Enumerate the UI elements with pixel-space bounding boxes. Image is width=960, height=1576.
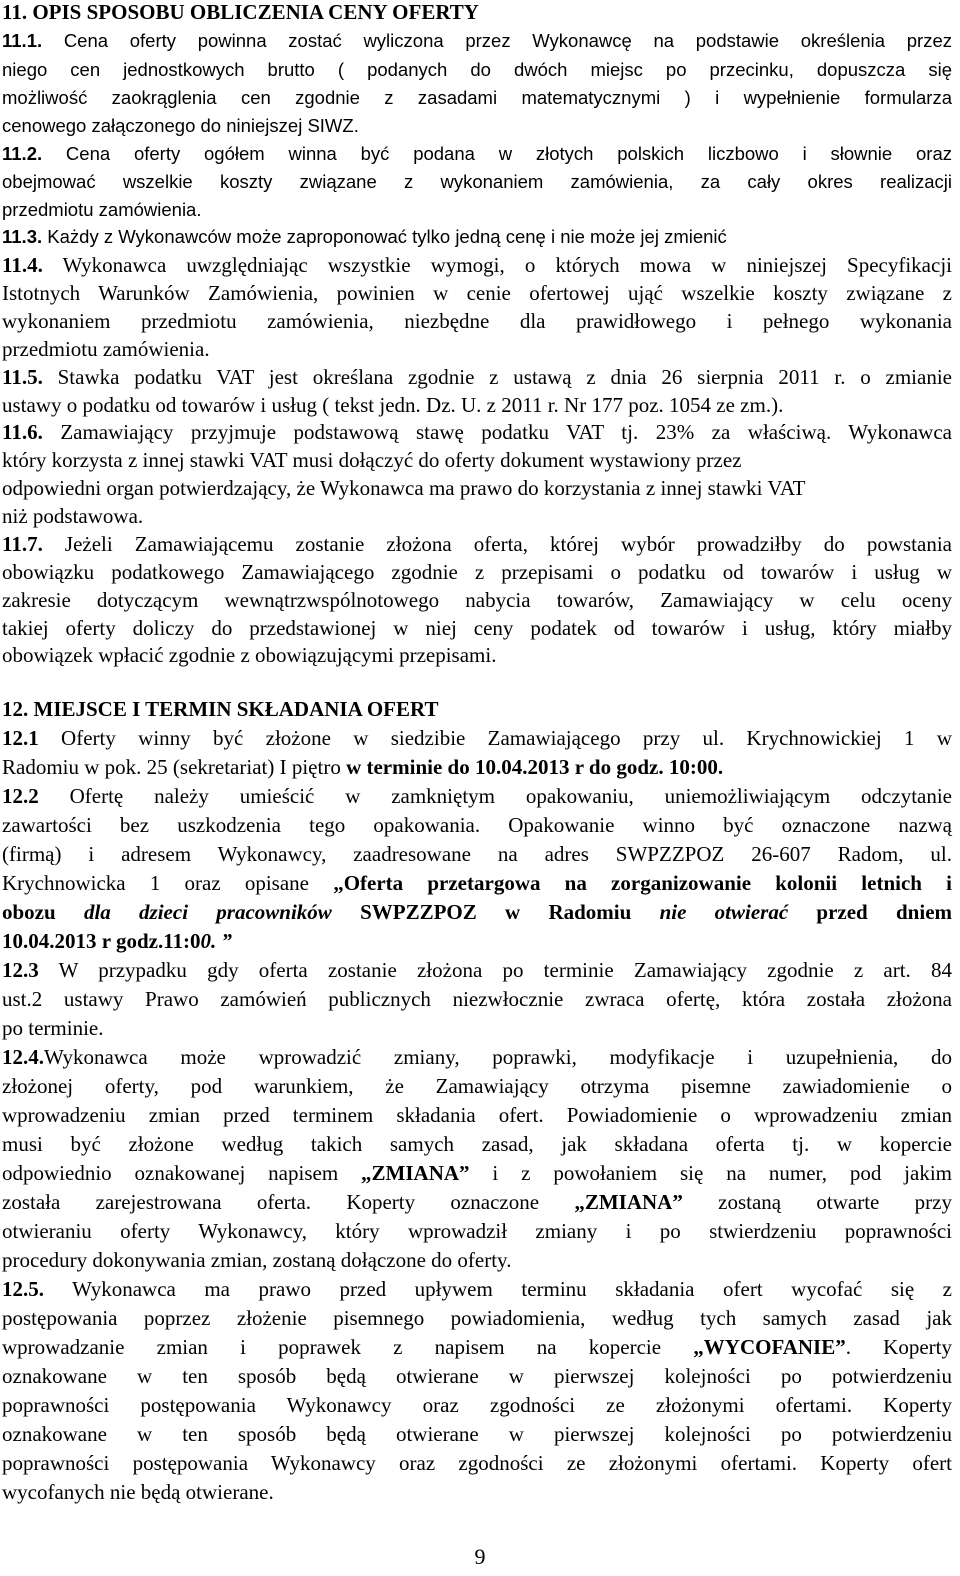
para-11-1-line-4: cenowego załączonego do niniejszej SIWZ. xyxy=(2,115,359,136)
para-12-2-line-2: zawartości bez uszkodzenia tego opakowania. Opakowanie winno być oznaczone nazwą xyxy=(2,813,952,837)
para-12-5-line-5: poprawności postępowania Wykonawcy oraz zgodności ze złożonymi ofertami. Koperty xyxy=(2,1393,952,1417)
para-12-4-line-6: została zarejestrowana oferta. Koperty oznaczone „ZMIANA” zostaną otwarte przy xyxy=(2,1190,952,1214)
para-12-5-line-2: postępowania poprzez złożenie pisemnego powiadomienia, według tych samych zasad jak xyxy=(2,1306,952,1330)
para-11-1-line-3: możliwość zaokrąglenia cen zgodnie z zasadami matematycznymi ) i wypełnienie formularza xyxy=(2,87,952,108)
para-12-5-line-7: poprawności postępowania Wykonawcy oraz zgodności ze złożonymi ofertami. Koperty ofert xyxy=(2,1451,952,1475)
para-11-4-line-4: przedmiotu zamówienia. xyxy=(2,337,210,361)
para-12-4-line-8: procedury dokonywania zmian, zostaną dołączone do oferty. xyxy=(2,1248,512,1272)
para-12-4-line-7: otwieraniu oferty Wykonawcy, który wprowadził zmiany i po stwierdzeniu poprawności xyxy=(2,1219,952,1243)
para-12-2-line-3: (firmą) i adresem Wykonawcy, zaadresowane na adres SWPZZPOZ 26-607 Radom, ul. xyxy=(2,842,952,866)
para-11-7-line-3: zakresie dotyczącym wewnątrzwspólnotowego nabycia towarów, Zamawiający w celu oceny xyxy=(2,588,952,612)
para-11-3-line-1: 11.3. Każdy z Wykonawców może zaproponować tylko jedną cenę i nie może jej zmienić xyxy=(2,226,727,247)
para-11-1-line-2: niego cen jednostkowych brutto ( podanych do dwóch miejsc po przecinku, dopuszcza się xyxy=(2,59,952,80)
para-12-5-line-8: wycofanych nie będą otwierane. xyxy=(2,1480,274,1504)
para-12-3-line-1: 12.3 W przypadku gdy oferta zostanie złożona po terminie Zamawiający zgodnie z art. 84 xyxy=(2,958,952,982)
para-11-4-line-2: Istotnych Warunków Zamówienia, powinien w cenie ofertowej ująć wszelkie koszty związane z xyxy=(2,281,952,305)
para-11-7-line-5: obowiązek wpłacić zgodnie z obowiązującymi przepisami. xyxy=(2,643,497,667)
para-12-2-line-1: 12.2 Ofertę należy umieścić w zamkniętym opakowaniu, uniemożliwiającym odczytanie xyxy=(2,784,952,808)
para-11-6-line-2: który korzysta z innej stawki VAT musi dołączyć do oferty dokument wystawiony przez xyxy=(2,448,742,472)
para-11-4-line-3: wykonaniem przedmiotu zamówienia, niezbędne dla prawidłowego i pełnego wykonania xyxy=(2,309,952,333)
para-11-6-line-1: 11.6. Zamawiający przyjmuje podstawową stawę podatku VAT tj. 23% za właściwą. Wykonawca xyxy=(2,420,952,444)
section-11-heading: 11. OPIS SPOSOBU OBLICZENIA CENY OFERTY xyxy=(2,0,479,24)
para-12-5-line-6: oznakowane w ten sposób będą otwierane w pierwszej kolejności po potwierdzeniu xyxy=(2,1422,952,1446)
para-11-7-line-1: 11.7. Jeżeli Zamawiającemu zostanie złożona oferta, której wybór prowadziłby do powstania xyxy=(2,532,952,556)
para-11-5-line-2: ustawy o podatku od towarów i usług ( tekst jedn. Dz. U. z 2011 r. Nr 177 poz. 1054 ze zm.). xyxy=(2,393,784,417)
para-11-2-line-3: przedmiotu zamówienia. xyxy=(2,199,202,220)
para-12-3-line-3: po terminie. xyxy=(2,1016,104,1040)
para-12-4-line-1: 12.4.Wykonawca może wprowadzić zmiany, poprawki, modyfikacje i uzupełnienia, do xyxy=(2,1045,952,1069)
para-12-4-line-2: złożonej oferty, pod warunkiem, że Zamawiający otrzyma pisemne zawiadomienie o xyxy=(2,1074,952,1098)
para-11-6-line-4: niż podstawowa. xyxy=(2,504,144,528)
para-12-3-line-2: ust.2 ustawy Prawo zamówień publicznych niezwłocznie zwraca ofertę, która została złożona xyxy=(2,987,952,1011)
para-12-4-line-5: odpowiednio oznakowanej napisem „ZMIANA” i z powołaniem się na numer, pod jakim xyxy=(2,1161,953,1185)
para-12-5-line-4: oznakowane w ten sposób będą otwierane w pierwszej kolejności po potwierdzeniu xyxy=(2,1364,952,1388)
para-12-4-line-4: musi być złożone według takich samych zasad, jak składana oferta tj. w kopercie xyxy=(2,1132,952,1156)
para-11-4-line-1: 11.4. Wykonawca uwzględniając wszystkie wymogi, o których mowa w niniejszej Specyfikacji xyxy=(2,253,952,277)
para-12-4-line-3: wprowadzeniu zmian przed terminem składania ofert. Powiadomienie o wprowadzeniu zmian xyxy=(2,1103,952,1127)
para-12-2-line-6: 10.04.2013 r godz.11:00. ” xyxy=(2,929,233,953)
para-11-6-line-3: odpowiedni organ potwierdzający, że Wykonawca ma prawo do korzystania z innej stawki VAT xyxy=(2,476,806,500)
para-12-2-line-4: Krychnowicka 1 oraz opisane „Oferta przetargowa na zorganizowanie kolonii letnich i xyxy=(2,871,952,895)
para-12-1-line-2: Radomiu w pok. 25 (sekretariat) I piętro w terminie do 10.04.2013 r do godz. 10:00. xyxy=(2,755,724,779)
para-11-7-line-4: takiej oferty doliczy do przedstawionej w niej ceny podatek od towarów i usług, który miałby xyxy=(2,616,952,640)
section-12-heading: 12. MIEJSCE I TERMIN SKŁADANIA OFERT xyxy=(2,697,439,721)
para-11-2-line-2: obejmować wszelkie koszty związane z wykonaniem zamówienia, za cały okres realizacji xyxy=(2,171,952,192)
para-12-5-line-1: 12.5. Wykonawca ma prawo przed upływem terminu składania ofert wycofać się z xyxy=(2,1277,952,1301)
para-12-1-line-1: 12.1 Oferty winny być złożone w siedzibie Zamawiającego przy ul. Krychnowickiej 1 w xyxy=(2,726,952,750)
para-11-2-line-1: 11.2. Cena oferty ogółem winna być podana w złotych polskich liczbowo i słownie oraz xyxy=(2,143,952,164)
para-11-5-line-1: 11.5. Stawka podatku VAT jest określana zgodnie z ustawą z dnia 26 sierpnia 2011 r. o zmianie xyxy=(2,365,952,389)
para-11-7-line-2: obowiązku podatkowego Zamawiającego zgodnie z przepisami o podatku od towarów i usług w xyxy=(2,560,952,584)
para-11-1-line-1: 11.1. Cena oferty powinna zostać wyliczona przez Wykonawcę na podstawie określenia przez xyxy=(2,30,952,51)
para-12-2-line-5: obozu dla dzieci pracowników SWPZZPOZ w Radomiu nie otwierać przed dniem xyxy=(2,900,953,924)
page-number: 9 xyxy=(474,1544,486,1569)
para-12-5-line-3: wprowadzanie zmian i poprawek z napisem na kopercie „WYCOFANIE”. Koperty xyxy=(2,1335,952,1359)
